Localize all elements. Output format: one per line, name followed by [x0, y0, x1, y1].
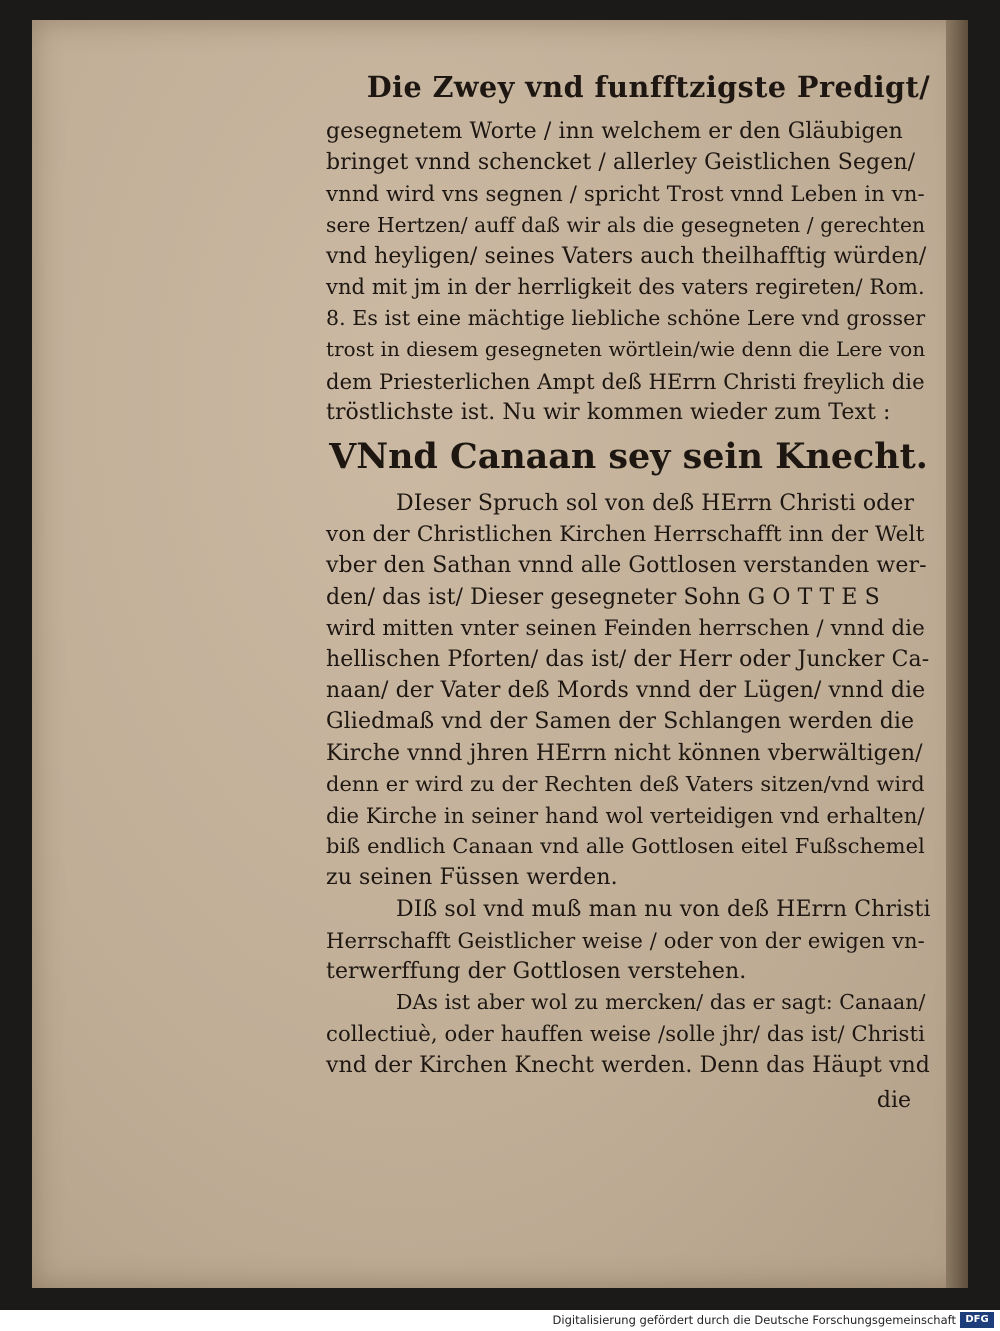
paragraph-4 — [326, 987, 931, 1081]
funding-note: Digitalisierung gefördert durch die Deutsche Forschungsgemeinschaft — [552, 1313, 956, 1327]
paragraph-3 — [326, 894, 931, 988]
paragraph-1 — [326, 116, 931, 428]
text-line: 8. Es ist eine mächtige liebliche schöne Lere vnd grosser — [326, 306, 926, 331]
text-line: Herrschafft Geistlicher weise / oder von der ewigen vn- — [326, 927, 925, 953]
text-line: naan/ der Vater deß Mords vnnd der Lügen/ vnnd die — [326, 678, 926, 704]
footer-bar — [0, 1310, 1000, 1331]
text-line: wird mitten vnter seinen Feinden herrschen / vnnd die — [326, 615, 925, 641]
paragraph-2 — [326, 488, 931, 894]
text-line: gesegnetem Worte / inn welchem er den Gläubigen — [326, 119, 903, 144]
text-line: sere Hertzen/ auff daß wir als die gesegneten / gerechten — [326, 212, 926, 237]
text-line: collectiuè, oder hauffen weise /solle jhr/ das ist/ Christi — [326, 1021, 925, 1047]
text-line: trost in diesem gesegneten wörtlein/wie denn die Lere von — [326, 338, 926, 362]
text-line: DIeser Spruch sol von deß HErrn Christi oder — [396, 491, 915, 517]
catchword: die — [876, 1087, 911, 1113]
text-line: von der Christlichen Kirchen Herrschafft inn der Welt — [326, 522, 925, 548]
text-line: terwerffung der Gottlosen verstehen. — [326, 959, 747, 985]
text-line: Gliedmaß vnd der Samen der Schlangen werden die — [326, 709, 915, 735]
text-line: Kirche vnnd jhren HErrn nicht können vberwältigen/ — [326, 740, 923, 766]
text-line: tröstlichste ist. Nu wir kommen wieder zum Text : — [326, 399, 891, 425]
text-line: vnnd wird vns segnen / spricht Trost vnnd Leben in vn- — [326, 181, 925, 207]
running-header: Die Zwey vnd funfftzigste Predigt/ — [366, 70, 931, 104]
text-line: zu seinen Füssen werden. — [326, 865, 618, 891]
text-line: hellischen Pforten/ das ist/ der Herr oder Juncker Ca- — [326, 647, 930, 673]
page-edge — [946, 20, 968, 1288]
text-line: die Kirche in seiner hand wol verteidigen vnd erhalten/ — [326, 803, 925, 829]
page-text — [326, 70, 931, 1117]
section-title: VNnd Canaan sey sein Knecht. — [329, 436, 928, 478]
text-line: vnd heyligen/ seines Vaters auch theilhafftig würden/ — [326, 243, 927, 269]
text-line: biß endlich Canaan vnd alle Gottlosen eitel Fußschemel — [326, 834, 925, 859]
text-line: DIß sol vnd muß man nu von deß HErrn Christi — [396, 896, 931, 922]
text-line: vnd der Kirchen Knecht werden. Denn das Häupt vnd — [326, 1052, 930, 1078]
text-line: denn er wird zu der Rechten deß Vaters sitzen/vnd wird — [326, 771, 925, 796]
text-line: bringet vnnd schencket / allerley Geistlichen Segen/ — [326, 150, 916, 176]
text-line: den/ das ist/ Dieser gesegneter Sohn G O T T E S — [326, 584, 880, 610]
dfg-logo: DFG — [960, 1312, 994, 1328]
text-line: vber den Sathan vnnd alle Gottlosen verstanden wer- — [326, 553, 927, 579]
text-line: vnd mit jm in der herrligkeit des vaters regireten/ Rom. — [326, 275, 925, 300]
text-line: DAs ist aber wol zu mercken/ das er sagt: Canaan/ — [396, 990, 926, 1015]
text-line: dem Priesterlichen Ampt deß HErrn Christi freylich die — [326, 368, 925, 394]
